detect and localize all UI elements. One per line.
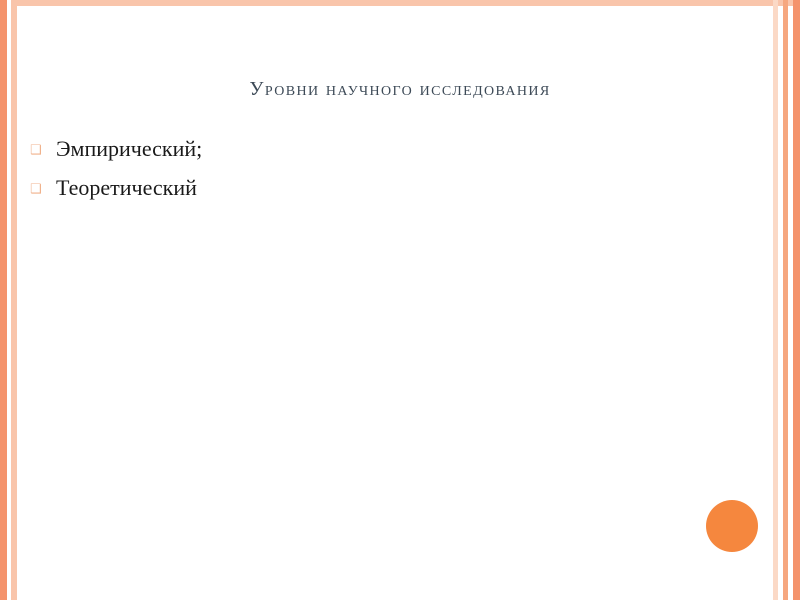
bullet-list (30, 136, 730, 215)
right-middle-stripe (783, 0, 788, 600)
slide-title: Уровни научного исследования (249, 78, 551, 100)
bullet-square-icon: ❑ (30, 182, 42, 198)
right-outer-stripe (793, 0, 800, 600)
list-item-label: Эмпирический; (56, 136, 203, 161)
top-accent-bar (0, 0, 800, 6)
left-outer-stripe (0, 0, 7, 600)
list-item (30, 136, 730, 162)
right-inner-stripe (773, 0, 778, 600)
list-item-label: Теоретический (56, 175, 197, 201)
list-item (30, 175, 730, 201)
left-inner-stripe (11, 0, 17, 600)
decorative-circle (706, 500, 758, 552)
bullet-square-icon: ❑ (30, 143, 42, 158)
